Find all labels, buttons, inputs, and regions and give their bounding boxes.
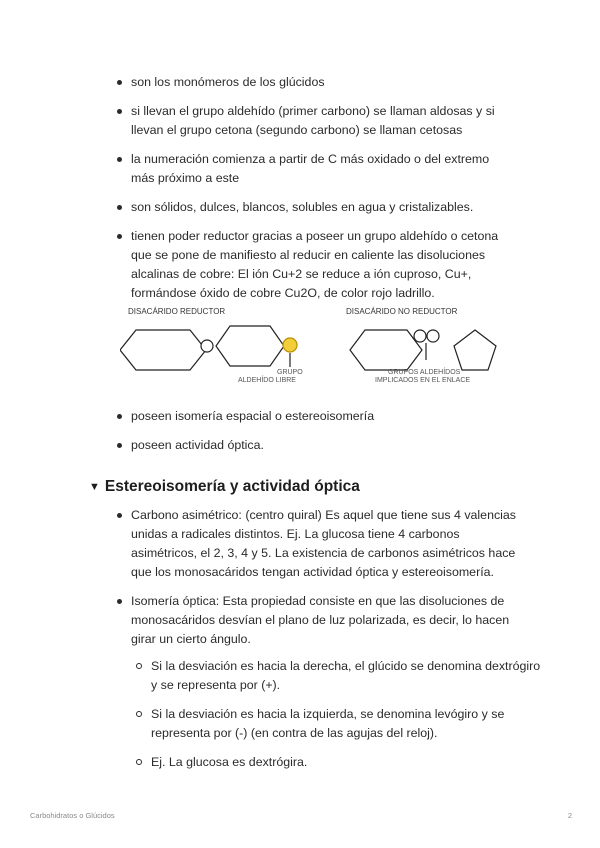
reducing-disaccharide-title: DISACÁRIDO REDUCTOR [128,307,226,316]
list-item: son sólidos, dulces, blancos, solubles en agua y cristalizables. [0,198,511,217]
isomerism-properties-list [0,407,511,465]
nonreducing-caption-1: GRUPOS ALDEHÍDOS [388,369,461,376]
nonreducing-caption-2: IMPLICADOS EN EL ENLACE [375,377,471,384]
list-item: Carbono asimétrico: (centro quiral) Es aquel que tiene sus 4 valencias unidas a radicales distintos. Ej. La glucosa tiene 4 carbonos asimétricos, el 2, 3, 4 y 5. La existencia de carbonos asimétricos hace que los monosacáridos tengan actividad óptica y estereoisomería. [0,506,526,582]
sublist-item: Si la desviación es hacia la izquierda, se denomina levógiro y se representa por (-) (en contra de las agujas del reloj). [131,705,546,743]
footer-title: Carbohidratos o Glúcidos [30,811,115,820]
list-item [0,592,541,772]
list-item: poseen isomería espacial o estereoisomería [0,407,511,426]
pentagon-ring [454,330,496,370]
optical-isomerism-sublist [131,657,541,772]
hexagon-ring-left [120,330,206,370]
hexagon-ring-right [216,326,284,366]
nonreducing-disaccharide-title: DISACÁRIDO NO REDUCTOR [346,307,458,316]
glycosidic-oxygen [201,340,213,352]
list-item: tienen poder reductor gracias a poseer un grupo aldehído o cetona que se pone de manifiesto al reducir en caliente las disoluciones alcalinas de cobre: El ión Cu+2 se reduce a ión cuproso, Cu+, formándose óxido de cobre Cu2O, de color rojo ladrillo. [0,227,511,303]
reducing-caption-1: GRUPO [277,369,303,376]
anomeric-oxygen-2 [427,330,439,342]
sublist-item: Ej. La glucosa es dextrógira. [131,753,546,772]
triangle-down-icon: ▼ [89,481,100,493]
section-title: Estereoisomería y actividad óptica [104,478,360,495]
sublist-item: Si la desviación es hacia la derecha, el glúcido se denomina dextrógiro y se representa por (+). [131,657,546,695]
list-item-text: Isomería óptica: Esta propiedad consiste en que las disoluciones de monosacáridos desvían el plano de luz polarizada, es decir, lo hacen girar un cierto ángulo. [131,594,510,646]
stereoisomerism-list [0,506,541,782]
list-item: son los monómeros de los glúcidos [0,73,511,92]
list-item: si llevan el grupo aldehído (primer carbono) se llaman aldosas y si llevan el grupo cetona (segundo carbono) se llaman cetosas [0,102,511,140]
free-aldehyde-group [283,338,297,352]
monosaccharide-properties-list [0,73,511,313]
section-heading-toggle[interactable] [89,478,360,496]
page-number: 2 [567,811,572,820]
anomeric-oxygen-1 [414,330,426,342]
reducing-caption-2: ALDEHÍDO LIBRE [238,377,296,384]
list-item: poseen actividad óptica. [0,436,511,455]
hexagon-ring-nonreducing [350,330,422,370]
disaccharide-figure [120,300,520,390]
list-item: la numeración comienza a partir de C más oxidado o del extremo más próximo a este [0,150,511,188]
